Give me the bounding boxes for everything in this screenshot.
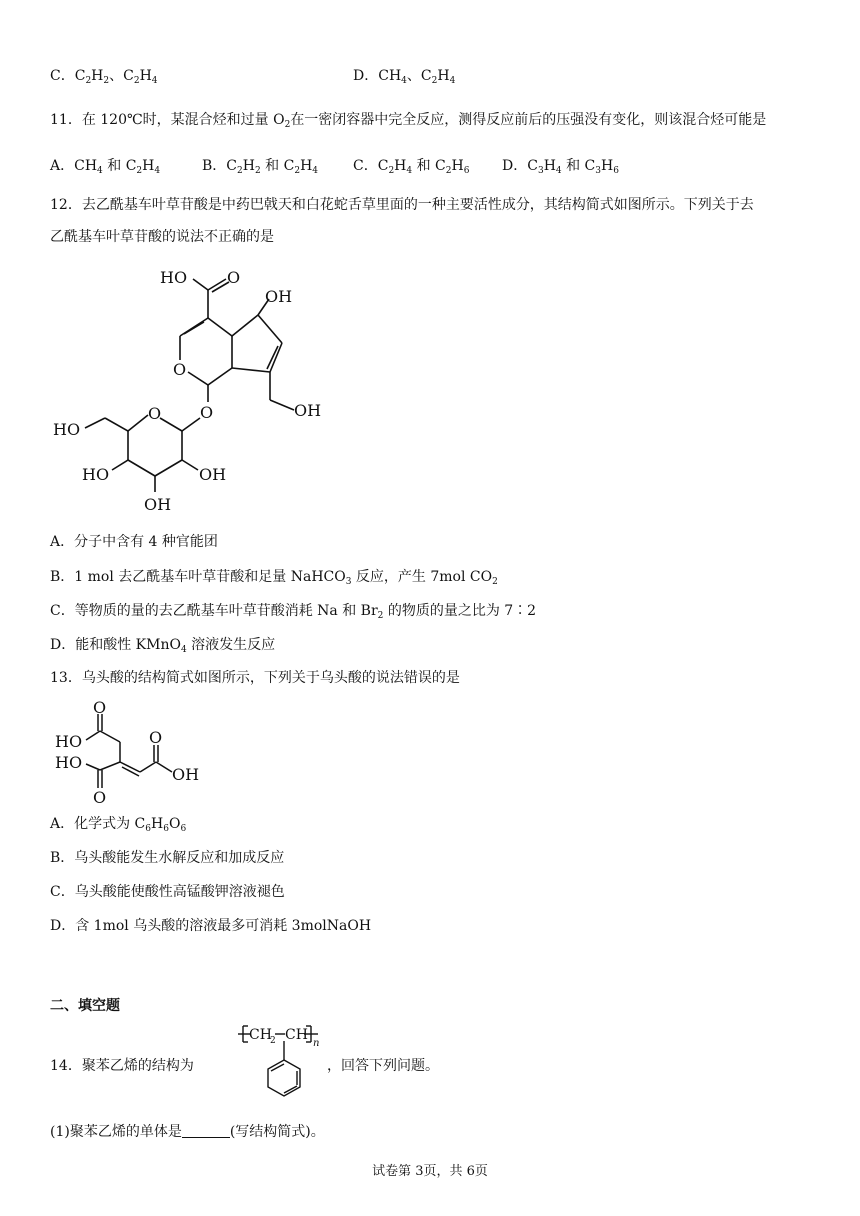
q14-stem-pre: 14．聚苯乙烯的结构为 [50, 1058, 194, 1074]
q13-option-a: A．化学式为 $C_6H_6O_6$ [50, 816, 187, 834]
q13-label-ho-bottom: HO [55, 753, 83, 772]
q13-label-ho-top: HO [55, 732, 83, 751]
q13-option-d: D．含 1mol 乌头酸的溶液最多可消耗 3molNaOH [50, 918, 372, 934]
q13-stem: 13．乌头酸的结构简式如图所示，下列关于乌头酸的说法错误的是 [50, 670, 460, 686]
section-heading: 二、填空题 [50, 998, 120, 1014]
q12-label-o-link: O [200, 403, 214, 422]
q11-stem: 11．在 120℃时，某混合烃和过量 $O_2$在一密闭容器中完全反应，测得反应前后的压强没有变化，则该混合烃可能是 [50, 112, 767, 130]
q13-label-o-top: O [93, 698, 107, 717]
q12-label-oh-bottom-right: OH [199, 465, 227, 484]
q12-label-o-top: O [227, 268, 241, 287]
q11-option-d: D．$C_3H_4$ 和 $C_3H_6$ [502, 158, 619, 176]
q14-polystyrene-structure [238, 1020, 320, 1110]
q13-label-o-right: O [149, 728, 163, 747]
q12-structure-diagram [50, 262, 340, 517]
q10-option-c: C．$C_2H_2$、$C_2H_4$ [50, 68, 158, 86]
q11-option-a: A．$CH_4$ 和 $C_2H_4$ [50, 158, 161, 176]
q12-label-o-ring: O [173, 360, 187, 379]
q12-label-o-sugar: O [148, 404, 162, 423]
answer-blank [182, 1123, 230, 1138]
q12-option-d: D．能和酸性 KMnO$_4$ 溶液发生反应 [50, 637, 276, 655]
q11-option-c: C．$C_2H_4$ 和 $C_2H_6$ [353, 158, 470, 176]
q12-option-b: B．1 mol 去乙酰基车叶草苷酸和足量 NaHCO$_3$ 反应，产生 7mol $CO_2$ [50, 569, 498, 587]
q12-stem-line1: 12．去乙酰基车叶草苷酸是中药巴戟天和白花蛇舌草里面的一种主要活性成分，其结构简式如图所示。下列关于去 [50, 197, 754, 213]
q12-label-oh-right: OH [294, 401, 322, 420]
q13-label-o-bottom: O [93, 788, 107, 807]
q13-structure-diagram [50, 692, 210, 810]
q13-option-c: C．乌头酸能使酸性高锰酸钾溶液褪色 [50, 884, 285, 900]
q12-option-c: C．等物质的量的去乙酰基车叶草苷酸消耗 Na 和 $Br_2$ 的物质的量之比为 7∶2 [50, 603, 537, 621]
q12-option-a: A．分子中含有 4 种官能团 [50, 534, 218, 550]
q13-option-b: B．乌头酸能发生水解反应和加成反应 [50, 850, 285, 866]
q11-option-b: B．$C_2H_2$ 和 $C_2H_4$ [202, 158, 319, 176]
q12-label-oh-top: OH [265, 287, 293, 306]
q14-label-ch2: CH [249, 1027, 272, 1043]
page-footer: 试卷第 3页，共 6页 [372, 1164, 488, 1179]
q14-subquestion-1: (1)聚苯乙烯的单体是 (写结构简式)。 [50, 1124, 325, 1140]
q12-label-ho-top: HO [160, 268, 188, 287]
q14-label-ch2-sub: 2 [270, 1036, 276, 1046]
q12-label-ho-bottom: HO [82, 465, 110, 484]
q10-option-d: D．$CH_4$、$C_2H_4$ [353, 68, 456, 86]
q13-label-oh-right: OH [172, 765, 200, 784]
q12-label-oh-bottom: OH [144, 495, 172, 514]
q14-stem-post: ，回答下列问题。 [327, 1058, 439, 1074]
q14-label-n: n [313, 1038, 320, 1049]
q14-label-ch: CH [285, 1027, 308, 1043]
q12-stem-line2: 乙酰基车叶草苷酸的说法不正确的是 [50, 229, 274, 245]
q12-label-ho-left: HO [53, 420, 81, 439]
